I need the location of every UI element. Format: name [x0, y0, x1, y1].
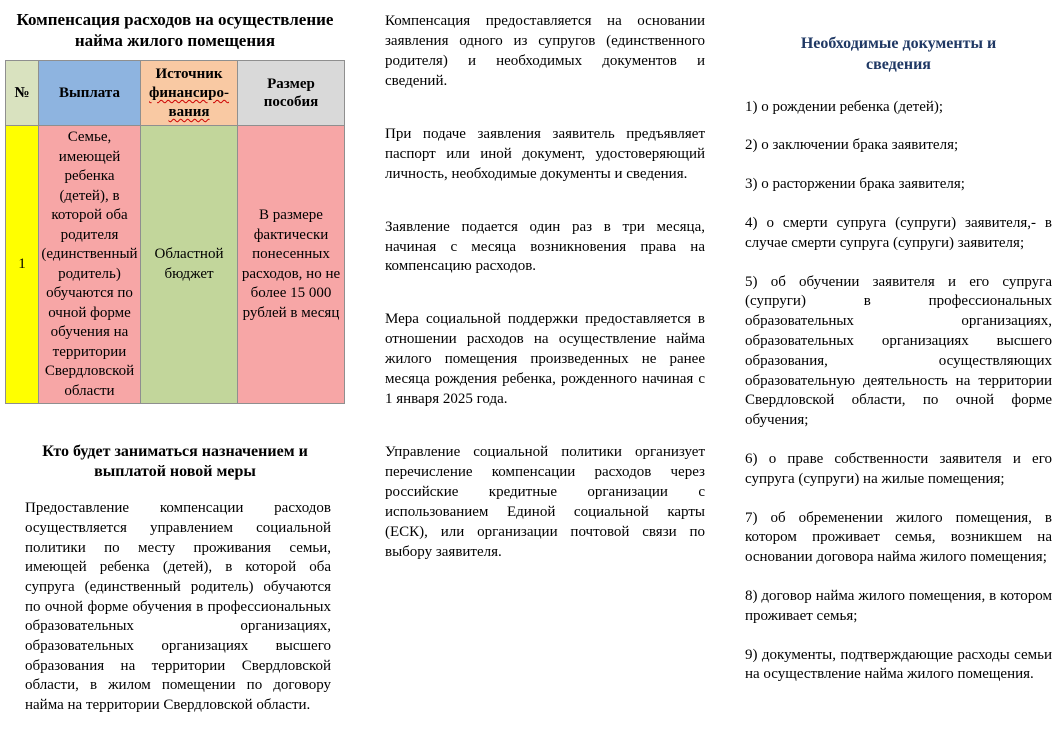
list-item: 5) об обучении заявителя и его супруга (супруги) в профессиональных образовательных организациях, образовательных организациях высшего образования, осуществляющих образовательную деятельность на территории Свердловской области, по очной форме обучения; [745, 273, 1052, 429]
middle-paragraph: Заявление подается один раз в три месяца, начиная с месяца возникновения права на компенсацию расходов. [385, 218, 705, 275]
funding-source-line1: Источник [155, 66, 223, 83]
table-row [6, 126, 345, 404]
column-header-benefit-amount: Размер пособия [238, 61, 345, 126]
left-column [5, 10, 345, 716]
list-item: 2) о заключении брака заявителя; [745, 137, 959, 154]
middle-paragraph: Мера социальной поддержки предоставляется в отношении расходов на осуществление найма жилого помещения произведенных не ранее месяца рождения ребенка, рожденного начиная с 1 января 2025 года. [385, 311, 705, 408]
cell-benefit-amount: В размере фактически понесенных расходов, но не более 15 000 рублей в месяц [238, 126, 345, 404]
column-header-number: № [6, 61, 39, 126]
left-paragraph: Предоставление компенсации расходов осуществляется управлением социальной политики по месту проживания семьи, имеющей ребенка (детей), в которой оба супруга (единственный родитель) обучаются по очной форме обучения в профессиональных образовательных организациях, образовательных организациях высшего образования на территории Свердловской области, в жилом помещении по договору найма на территории Свердловской области. [25, 500, 331, 713]
cell-funding-source: Областной бюджет [141, 126, 238, 404]
list-item: 3) о расторжении брака заявителя; [745, 176, 965, 193]
funding-source-line2: финансиро- [149, 85, 229, 102]
middle-column [385, 12, 705, 596]
funding-source-line3: вания [168, 103, 210, 120]
column-header-payment: Выплата [39, 61, 141, 126]
cell-row-number: 1 [6, 126, 39, 404]
list-item: 7) об обременении жилого помещения, в котором проживает семья, возникшем на основании договора найма жилого помещения; [745, 509, 1052, 566]
benefits-table [5, 60, 345, 404]
table-header-row [6, 61, 345, 126]
left-title: Компенсация расходов на осуществление найма жилого помещения [16, 10, 334, 50]
middle-paragraph: Управление социальной политики организует перечисление компенсации расходов через российские кредитные организации с использованием Единой социальной карты (ЕСК), или организации почтовой связи по выбору заявителя. [385, 444, 705, 560]
left-subheading: Кто будет заниматься назначением и выплатой новой меры [42, 443, 308, 481]
list-item: 9) документы, подтверждающие расходы семьи на осуществление найма жилого помещения. [745, 646, 1052, 683]
list-item: 1) о рождении ребенка (детей); [745, 98, 944, 115]
right-heading: Необходимые документы и сведения [800, 35, 997, 73]
list-item: 4) о смерти супруга (супруги) заявителя,- в случае смерти супруга (супруги) заявителя; [745, 214, 1052, 251]
column-header-funding-source [141, 61, 238, 126]
right-column [745, 34, 1052, 704]
middle-paragraph: Компенсация предоставляется на основании заявления одного из супругов (единственного родителя) и необходимых документов и сведений. [385, 13, 705, 89]
list-item: 8) договор найма жилого помещения, в котором проживает семья; [745, 587, 1052, 624]
middle-paragraph: При подаче заявления заявитель предъявляет паспорт или иной документ, удостоверяющий личность, необходимые документы и сведения. [385, 125, 705, 182]
list-item: 6) о праве собственности заявителя и его супруга (супруги) на жилые помещения; [745, 450, 1052, 487]
cell-payment-description: Семье, имеющей ребенка (детей), в которой оба родителя (единственный родитель) обучаются по очной форме обучения на территории Свердловской области [39, 126, 141, 404]
